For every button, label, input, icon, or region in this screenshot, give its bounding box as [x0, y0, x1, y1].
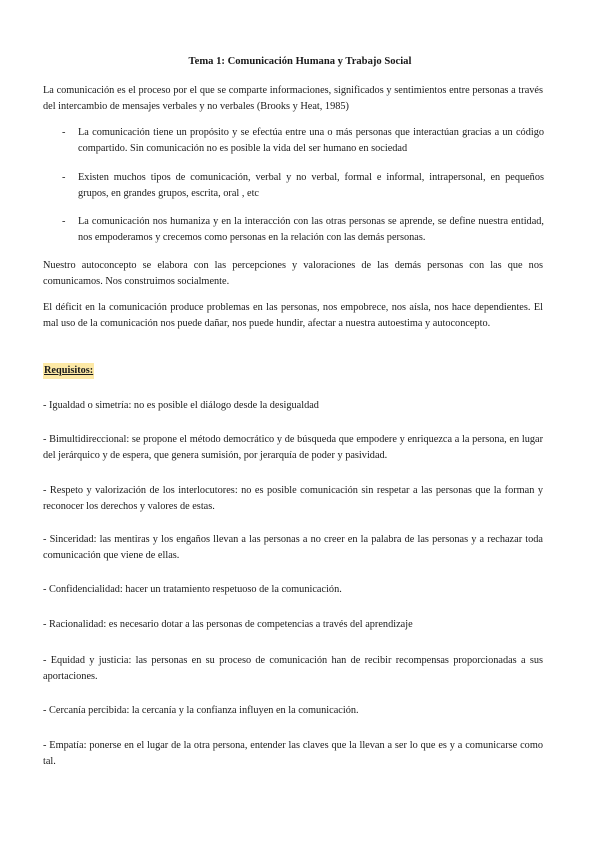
- requisito-item: - Confidencialidad: hacer un tratamiento respetuoso de la comunicación.: [43, 584, 342, 595]
- document-title: Tema 1: Comunicación Humana y Trabajo Social: [188, 56, 412, 67]
- requisito-item: - Empatía: ponerse en el lugar de la otra persona, entender las claves que la llevan a ser lo que es y a comunicarse como tal.: [43, 740, 543, 767]
- requisito-item: - Bimultidireccional: se propone el método democrático y de búsqueda que empodere y enriquezca a la persona, en lugar del jerárquico y de espera, que genera sumisión, por jerarquía de poder y pasividad.: [43, 434, 543, 461]
- requisito-item: - Cercanía percibida: la cercanía y la confianza influyen en la comunicación.: [43, 705, 359, 716]
- bullet-text: La comunicación tiene un propósito y se efectúa entre una o más personas que interactúan gracias a un código compartido. Sin comunicación no es posible la vida del ser humano en sociedad: [78, 127, 544, 154]
- bullet-dash: -: [62, 127, 66, 138]
- autoconcepto-paragraph: Nuestro autoconcepto se elabora con las percepciones y valoraciones de las demás personas con las que nos comunicamos. Nos construimos socialmente.: [43, 260, 543, 287]
- requisito-item: - Equidad y justicia: las personas en su proceso de comunicación han de recibir recompensas proporcionadas a sus aportaciones.: [43, 655, 543, 682]
- intro-paragraph: La comunicación es el proceso por el que se comparte informaciones, significados y sentimientos entre personas a través del intercambio de mensajes verbales y no verbales (Brooks y Heat, 1985): [43, 85, 543, 112]
- bullet-text: La comunicación nos humaniza y en la interacción con las otras personas se aprende, se define nuestra entidad, nos empoderamos y crecemos como personas en la relación con las demás personas.: [78, 216, 544, 243]
- bullet-text: Existen muchos tipos de comunicación, verbal y no verbal, formal e informal, intrapersonal, en pequeños grupos, en grandes grupos, escrita, oral , etc: [78, 172, 544, 199]
- bullet-dash: -: [62, 172, 66, 183]
- bullet-dash: -: [62, 216, 66, 227]
- requisito-item: - Sinceridad: las mentiras y los engaños llevan a las personas a no creer en la palabra de las personas y a rechazar toda comunicación que viene de ellas.: [43, 534, 543, 561]
- requisito-item: - Respeto y valorización de los interlocutores: no es posible comunicación sin respetar a las personas que la forman y reconocer los derechos y valores de estas.: [43, 485, 543, 512]
- deficit-paragraph: El déficit en la comunicación produce problemas en las personas, nos empobrece, nos aísla, nos hace dependientes. El mal uso de la comunicación nos puede dañar, nos puede hundir, afectar a nuestra autoestima y autoconcepto.: [43, 302, 543, 329]
- requisito-item: - Igualdad o simetría: no es posible el diálogo desde la desigualdad: [43, 400, 319, 411]
- requisito-item: - Racionalidad: es necesario dotar a las personas de competencias a través del aprendizaje: [43, 619, 413, 630]
- requisitos-heading: Requisitos:: [43, 363, 94, 379]
